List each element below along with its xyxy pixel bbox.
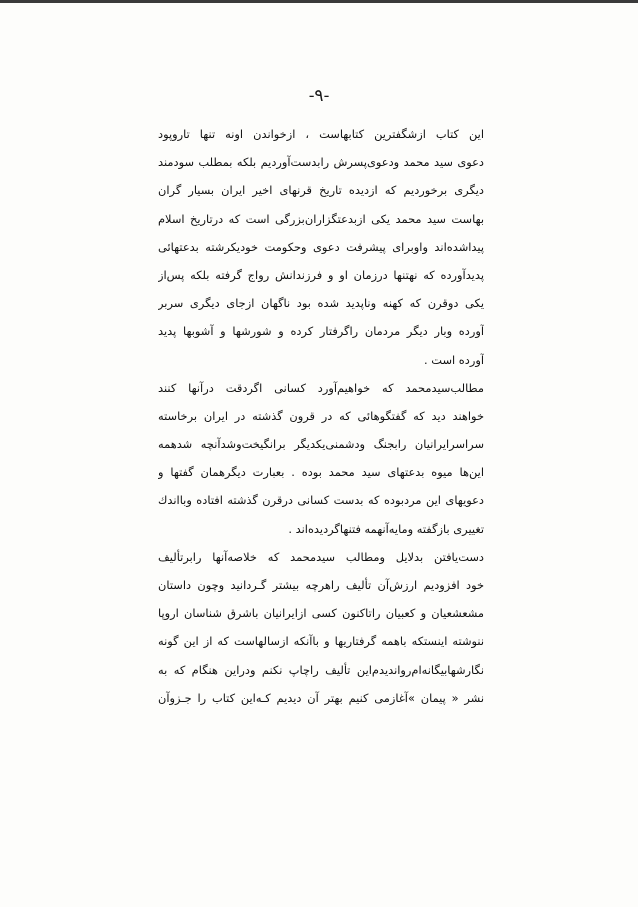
page-number: -۹- (308, 86, 330, 106)
text-line: دست‌یافتن بدلایل ومطالب سیدمحمد که خلاصه‌آنها رابرتألیف (158, 549, 484, 564)
text-line: پدیدآورده که نهتنها درزمان او و فرزندانش رواج گرفته بلکه پس‌از (158, 267, 484, 282)
text-line: این‌ها میوه بدعتهای سید محمد بوده . بعبارت دیگرهمان گفتها و (158, 465, 484, 480)
text-line: خود افزودیم ارزش‌آن تألیف راهرچه بیشتر گـردانید وچون داستان (158, 578, 484, 592)
body-text (158, 120, 484, 712)
text-line: مشعشعیان و کعبیان راتاکنون کسی ازایرانیان باشرق شناسان اروپا (158, 606, 484, 621)
text-line: یکی دوقرن که کهنه وناپدید شده بود ناگهان ازجای دیگری سربر (158, 296, 484, 311)
text-line: آورده وبار دیگر مردمان راگرفتار کرده و شورشها و آشوبها پدید (158, 324, 484, 339)
text-line: دیگری برخوردیم که ازدیده تاریخ قرنهای اخیر ایران بسیار گران (158, 183, 484, 198)
text-line: سراسرایرانیان رابجنگ ودشمنی‌یکدیگر برانگیخت‌وشدآنچه شدهمه (158, 437, 484, 452)
text-line: دعویهای این مردبوده که بدست کسانی درقرن گذشته افتاده وبااندك (158, 493, 484, 508)
text-line: دعوی سید محمد ودعوی‌پسرش رابدست‌آوردیم بلکه بمطلب سودمند (158, 155, 484, 170)
text-line: نشر « پیمان »آغازمی کنیم بهتر آن دیدیم کـه‌این کتاب را جـزوآن (158, 690, 484, 705)
text-line: بهاست سید محمد یکی ازبدعتگزاران‌بزرگی است که درتاریخ اسلام (158, 211, 484, 226)
text-line: مطالب‌سیدمحمد که خواهیم‌آورد کسانی اگردقت درآنها کنند (158, 380, 484, 395)
text-line: خواهند دید که گفتگوهائی که در قرون گذشته در ایران برخاسته (158, 408, 484, 423)
text-line: نگارشهابیگانه‌ام‌رواندیدم‌این تألیف راچاپ نکنم ودراین هنگام که به (158, 662, 484, 677)
top-edge-rule (0, 0, 638, 3)
text-line: این کتاب ازشگفترین کتابهاست ، ازخواندن اونه تنها تاروپود (158, 127, 484, 141)
text-line: پیداشده‌اند واوبرای پیشرفت دعوی وحکومت خودیکرشته بدعتهائی (158, 239, 484, 254)
text-line: آورده است . (424, 352, 484, 367)
text-line: ننوشته اینستکه باهمه گرفتاریها و باآنکه ازسالهاست که از این گونه (158, 634, 484, 649)
text-line: تغییری بازگفته ومایه‌آنهمه فتنهاگردیده‌اند . (288, 521, 484, 536)
